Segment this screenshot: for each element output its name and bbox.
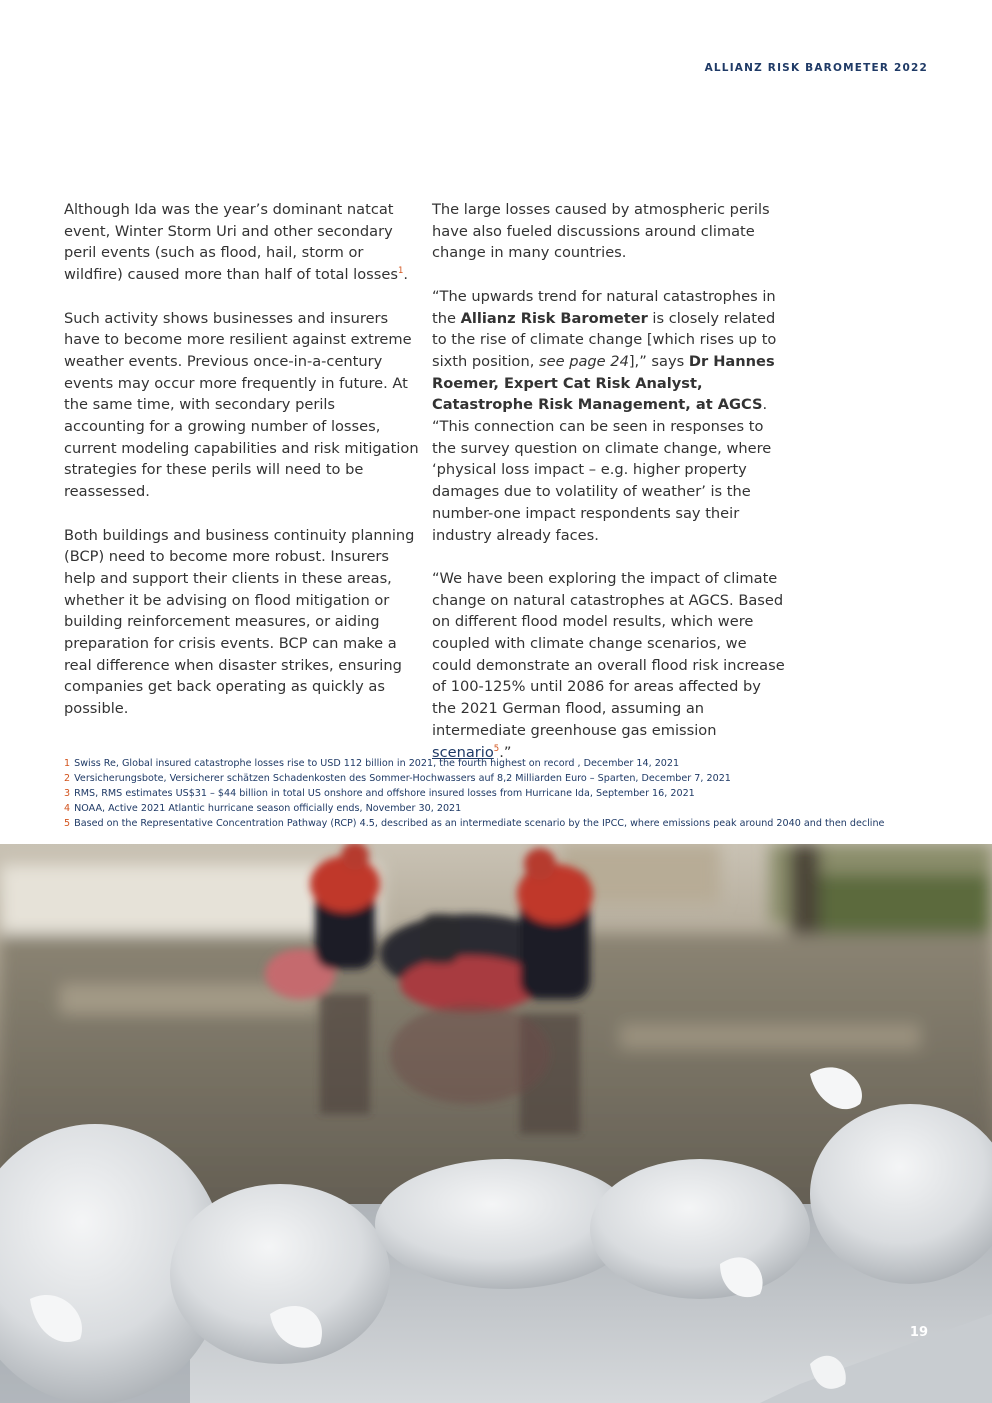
right-p2-bold-speaker: Dr Hannes Roemer, Expert Cat Risk Analyst, Catastrophe Risk Management, at AGCS xyxy=(432,352,775,414)
right-p3-end: .” xyxy=(499,743,512,761)
right-p2-b: is closely related to the rise of climate change [which rises up to sixth position, xyxy=(432,309,777,370)
footnote-number: 2 xyxy=(64,773,71,784)
right-p2-italic-ref: see page 24 xyxy=(539,352,629,370)
footnote-4 xyxy=(64,801,944,816)
footnote-number: 4 xyxy=(64,803,71,814)
left-paragraph-3: Both buildings and business continuity planning (BCP) need to become more robust. Insurers help and support their clients in these areas, whether it be advising on flood mitigation or building reinforcement measures, or aiding preparation for crisis events. BCP can make a real difference when disaster strikes, ensuring companies get back operating as quickly as possible. xyxy=(64,526,415,718)
footnotes xyxy=(64,756,944,831)
right-column xyxy=(432,199,788,785)
footnote-ref-5[interactable]: 5 xyxy=(493,743,500,754)
footnote-text: NOAA, Active 2021 Atlantic hurricane season officially ends, November 30, 2021 xyxy=(74,803,462,814)
right-p2-c: ],” says xyxy=(628,352,689,370)
left-p1-text: Although Ida was the year’s dominant natcat event, Winter Storm Uri and other secondary peril events (such as flood, hail, storm or wildfire) caused more than half of total losses xyxy=(64,201,398,284)
footnote-2 xyxy=(64,771,944,786)
left-p1-end: . xyxy=(403,266,409,284)
footnote-ref-1[interactable]: 1 xyxy=(397,266,404,277)
right-p2-a: “The upwards trend for natural catastrophes in the xyxy=(432,287,776,327)
page-number: 19 xyxy=(909,1325,928,1340)
right-p2-d: . “This connection can be seen in responses to the survey question on climate change, where ‘physical loss impact – e.g. higher property damages due to volatility of weather’ is the number-one impact respondents say their industry already faces. xyxy=(432,396,772,544)
right-paragraph-2 xyxy=(432,286,788,546)
right-p3-a: “We have been exploring the impact of climate change on natural catastrophes at AGCS. Based on different flood model results, which were coupled with climate change scenarios, we could demonstrate an overall flood risk increase of 100-125% until 2086 for areas affected by the 2021 German flood, assuming an intermediate greenhouse gas emission xyxy=(432,569,785,739)
footnote-text: RMS, RMS estimates US$31 – $44 billion in total US onshore and offshore insured losses from Hurricane Ida, September 16, 2021 xyxy=(74,788,695,799)
right-paragraph-3 xyxy=(432,568,788,763)
footnote-number: 1 xyxy=(64,758,71,769)
footnote-1 xyxy=(64,756,944,771)
footnote-number: 3 xyxy=(64,788,71,799)
footnote-5 xyxy=(64,816,944,831)
footnote-text: Versicherungsbote, Versicherer schätzen Schadenkosten des Sommer-Hochwassers auf 8,2 Milliarden Euro – Sparten, December 7, 2021 xyxy=(74,773,731,784)
footnote-3 xyxy=(64,786,944,801)
right-p2-bold-barometer: Allianz Risk Barometer xyxy=(460,309,648,327)
scenario-link[interactable]: scenario xyxy=(432,743,494,761)
right-paragraph-1: The large losses caused by atmospheric perils have also fueled discussions around climate change in many countries. xyxy=(432,201,770,262)
flood-photo xyxy=(0,844,992,1403)
left-column xyxy=(64,199,420,742)
footnote-text: Swiss Re, Global insured catastrophe losses rise to USD 112 billion in 2021, the fourth highest on record , December 14, 2021 xyxy=(74,758,680,769)
footnote-text: Based on the Representative Concentration Pathway (RCP) 4.5, described as an intermediate scenario by the IPCC, where emissions peak around 2040 and then decline xyxy=(74,818,885,829)
footnote-number: 5 xyxy=(64,818,71,829)
running-header: ALLIANZ RISK BAROMETER 2022 xyxy=(704,62,928,74)
left-paragraph-2: Such activity shows businesses and insurers have to become more resilient against extreme weather events. Previous once-in-a-century events may occur more frequently in future. At the same time, with secondary perils accounting for a growing number of losses, current modeling capabilities and risk mitigation strategies for these perils will need to be reassessed. xyxy=(64,309,419,501)
flood-rescue-illustration xyxy=(0,844,992,1403)
left-paragraph-1 xyxy=(64,199,420,286)
